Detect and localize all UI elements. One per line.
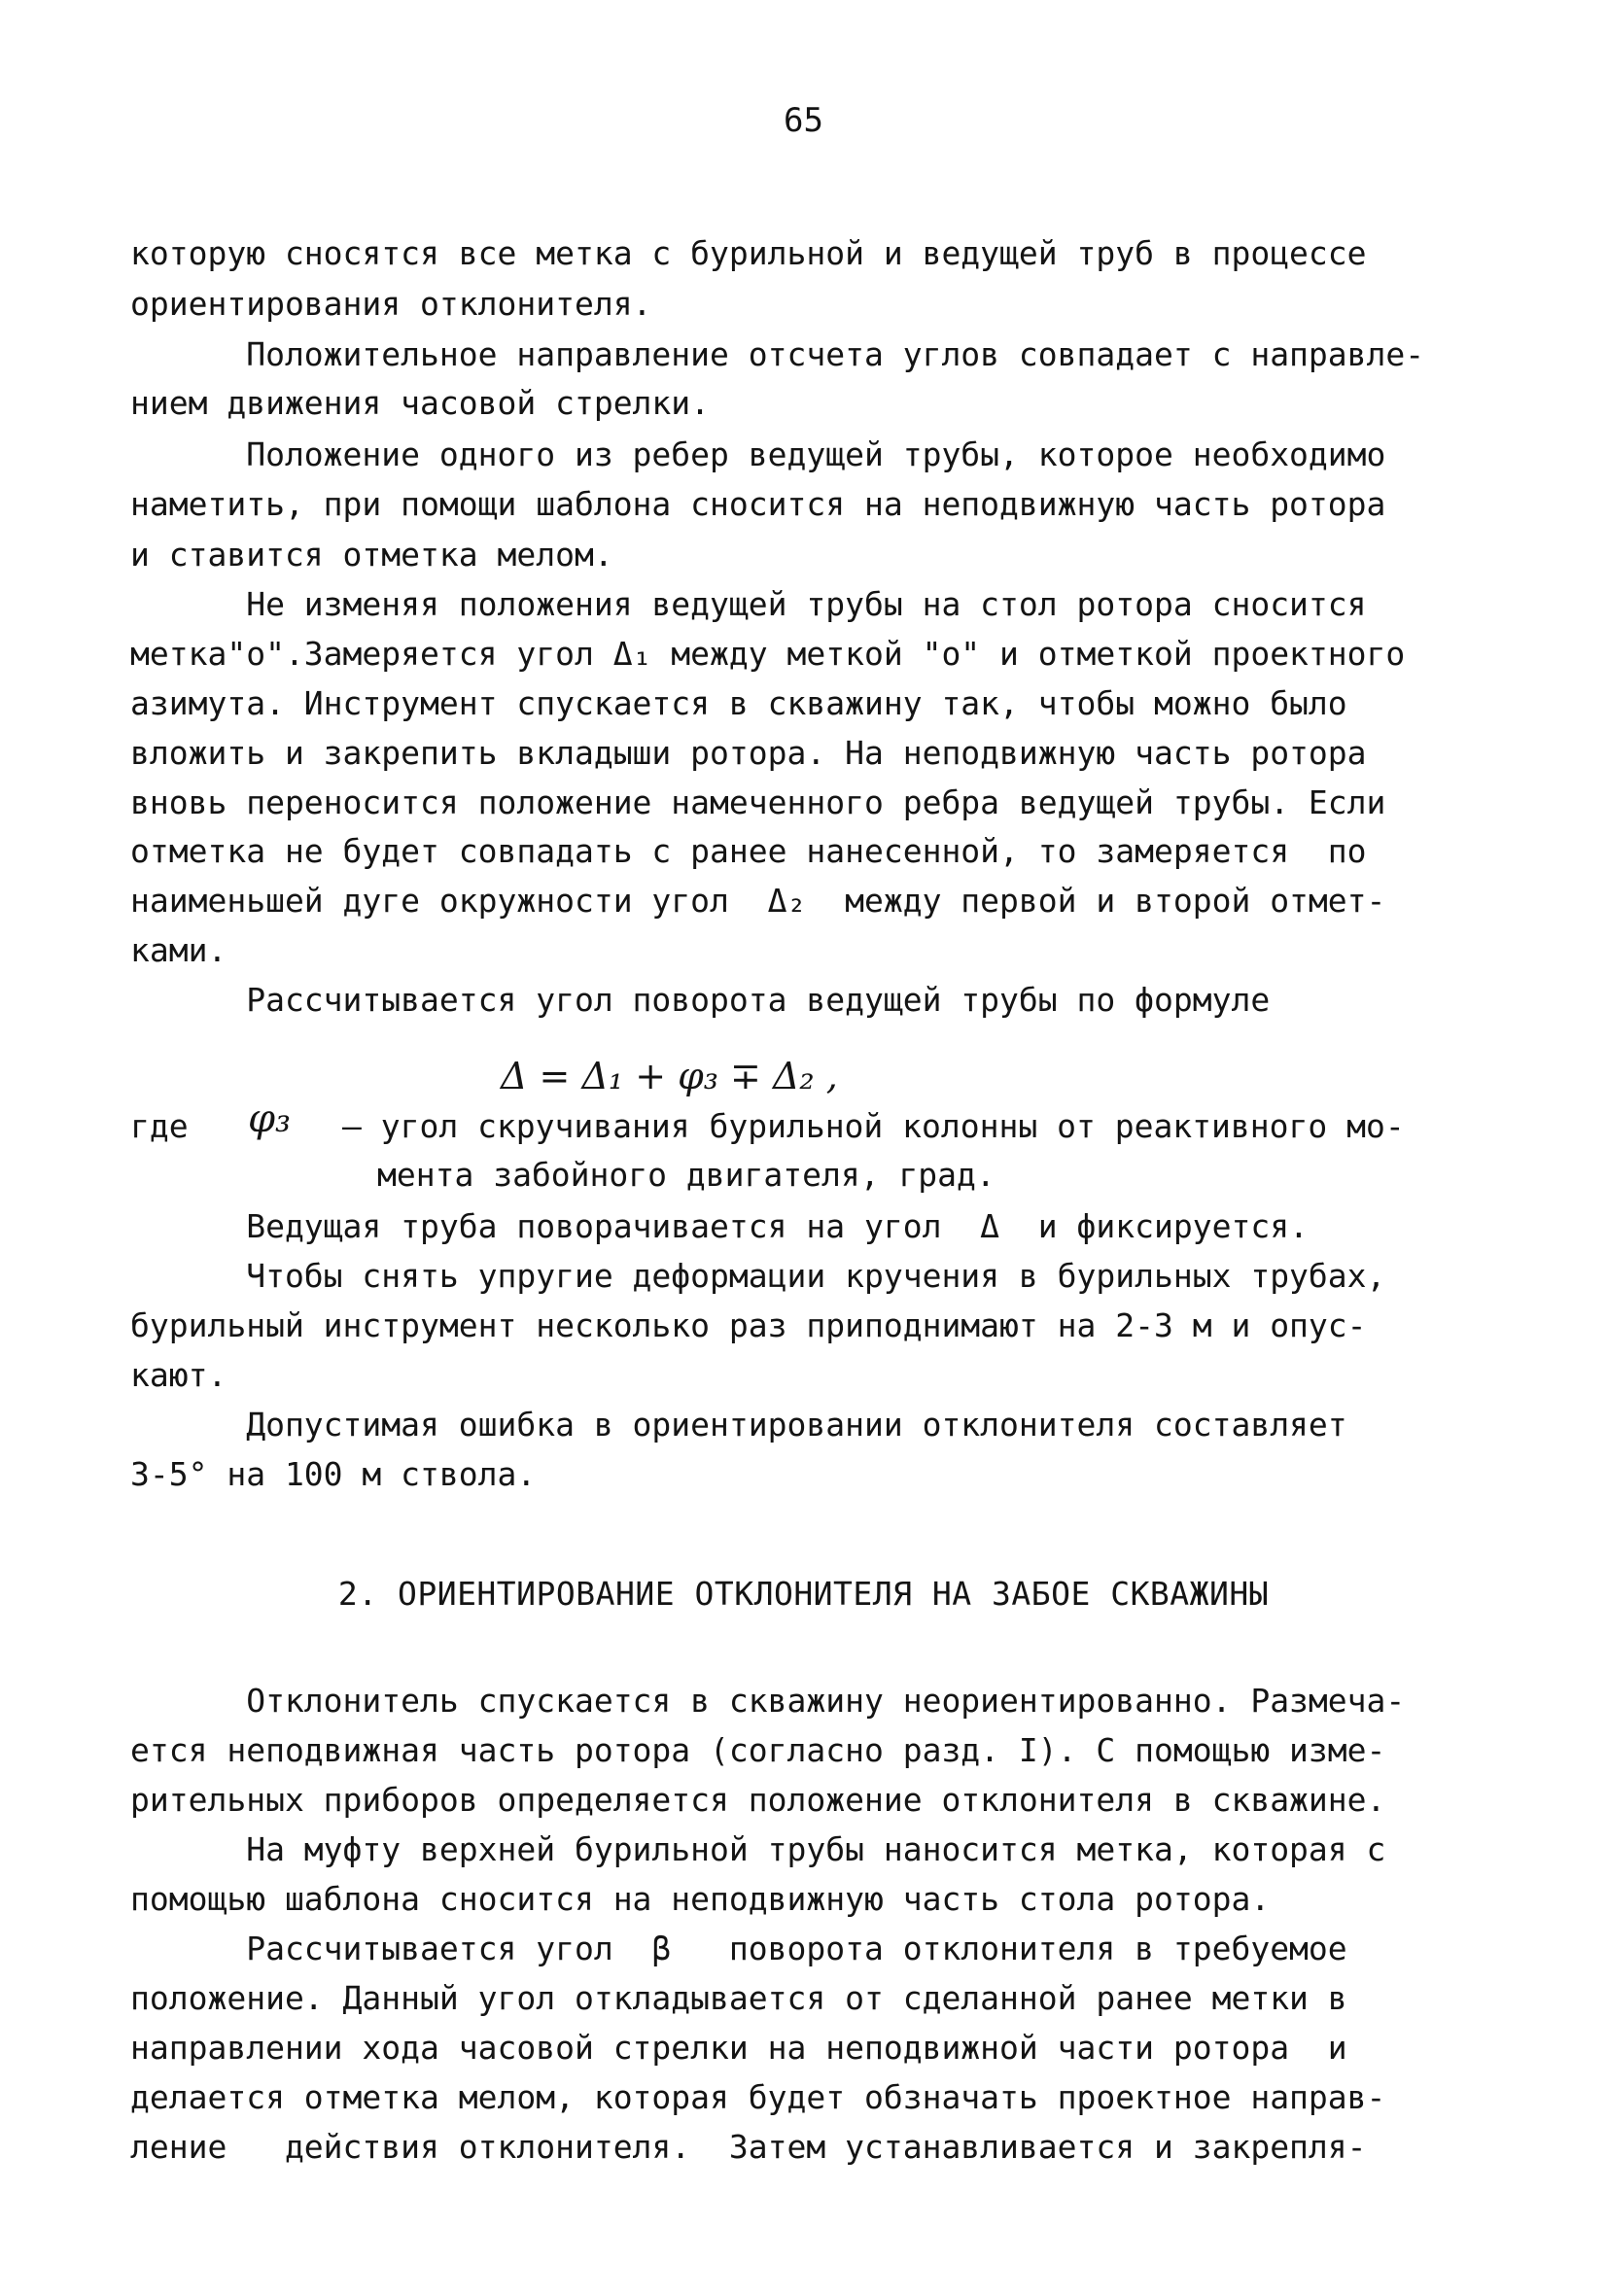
text-line: нием движения часовой стрелки.: [130, 384, 711, 422]
text-line: Рассчитывается угол поворота ведущей трубы по формуле: [130, 981, 1271, 1019]
text-line: метка"о".Замеряется угол Δ₁ между меткой "о" и отметкой проектного: [130, 635, 1406, 673]
text-line: делается отметка мелом, которая будет обзначать проектное направ-: [130, 2078, 1386, 2116]
text-line: Допустимая ошибка в ориентировании отклонителя составляет: [130, 1406, 1347, 1444]
page-number: 65: [784, 101, 823, 140]
text-line: На муфту верхней бурильной трубы наносится метка, которая с: [130, 1830, 1386, 1868]
text-line: наметить, при помощи шаблона сносится на неподвижную часть ротора: [130, 485, 1386, 523]
text-line: бурильный инструмент несколько раз приподнимают на 2-3 м и опус-: [130, 1306, 1367, 1344]
text-line: Чтобы снять упругие деформации кручения в бурильных трубах,: [130, 1257, 1386, 1295]
text-line: ками.: [130, 931, 227, 969]
text-line: Отклонитель спускается в скважину неориентированно. Размеча-: [130, 1682, 1406, 1720]
text-line: Ведущая труба поворачивается на угол Δ и фиксируется.: [130, 1207, 1309, 1245]
text-line: которую сносятся все метка с бурильной и ведущей труб в процессе: [130, 234, 1367, 272]
text-line: отметка не будет совпадать с ранее нанесенной, то замеряется по: [130, 832, 1367, 870]
text-line: ление действия отклонителя. Затем устанавливается и закрепля-: [130, 2128, 1367, 2166]
formula: Δ = Δ₁ + φ₃ ∓ Δ₂ ,: [501, 1055, 838, 1097]
text-line: – угол скручивания бурильной колонны от реактивного мо-: [342, 1107, 1405, 1145]
where-word: где: [130, 1107, 189, 1145]
text-line: Положение одного из ребер ведущей трубы, которое необходимо: [130, 435, 1386, 473]
text-line: рительных приборов определяется положение отклонителя в скважине.: [130, 1781, 1386, 1819]
text-line: Не изменяя положения ведущей трубы на стол ротора сносится: [130, 585, 1367, 623]
text-line: положение. Данный угол откладывается от сделанной ранее метки в: [130, 1979, 1347, 2017]
text-line: ориентирования отклонителя.: [130, 285, 652, 323]
text-line: помощью шаблона сносится на неподвижную часть стола ротора.: [130, 1880, 1271, 1918]
text-line: наименьшей дуге окружности угол Δ₂ между первой и второй отмет-: [130, 882, 1386, 920]
text-line: азимута. Инструмент спускается в скважину так, чтобы можно было: [130, 684, 1347, 722]
text-line: мента забойного двигателя, град.: [377, 1156, 996, 1194]
phi-symbol: φ₃: [248, 1096, 292, 1141]
text-line: вложить и закрепить вкладыши ротора. На неподвижную часть ротора: [130, 734, 1367, 772]
text-line: ется неподвижная часть ротора (согласно разд. I). С помощью изме-: [130, 1731, 1386, 1769]
text-line: кают.: [130, 1356, 227, 1394]
text-line: направлении хода часовой стрелки на неподвижной части ротора и: [130, 2029, 1347, 2067]
text-line: вновь переносится положение намеченного ребра ведущей трубы. Если: [130, 783, 1386, 821]
text-line: Рассчитывается угол β поворота отклонителя в требуемое: [130, 1930, 1347, 1967]
text-line: 3-5° на 100 м ствола.: [130, 1455, 537, 1493]
section-heading: 2. ОРИЕНТИРОВАНИЕ ОТКЛОНИТЕЛЯ НА ЗАБОЕ СКВАЖИНЫ: [337, 1575, 1270, 1613]
text-line: и ставится отметка мелом.: [130, 536, 613, 574]
text-line: Положительное направление отсчета углов совпадает с направле-: [130, 335, 1425, 373]
